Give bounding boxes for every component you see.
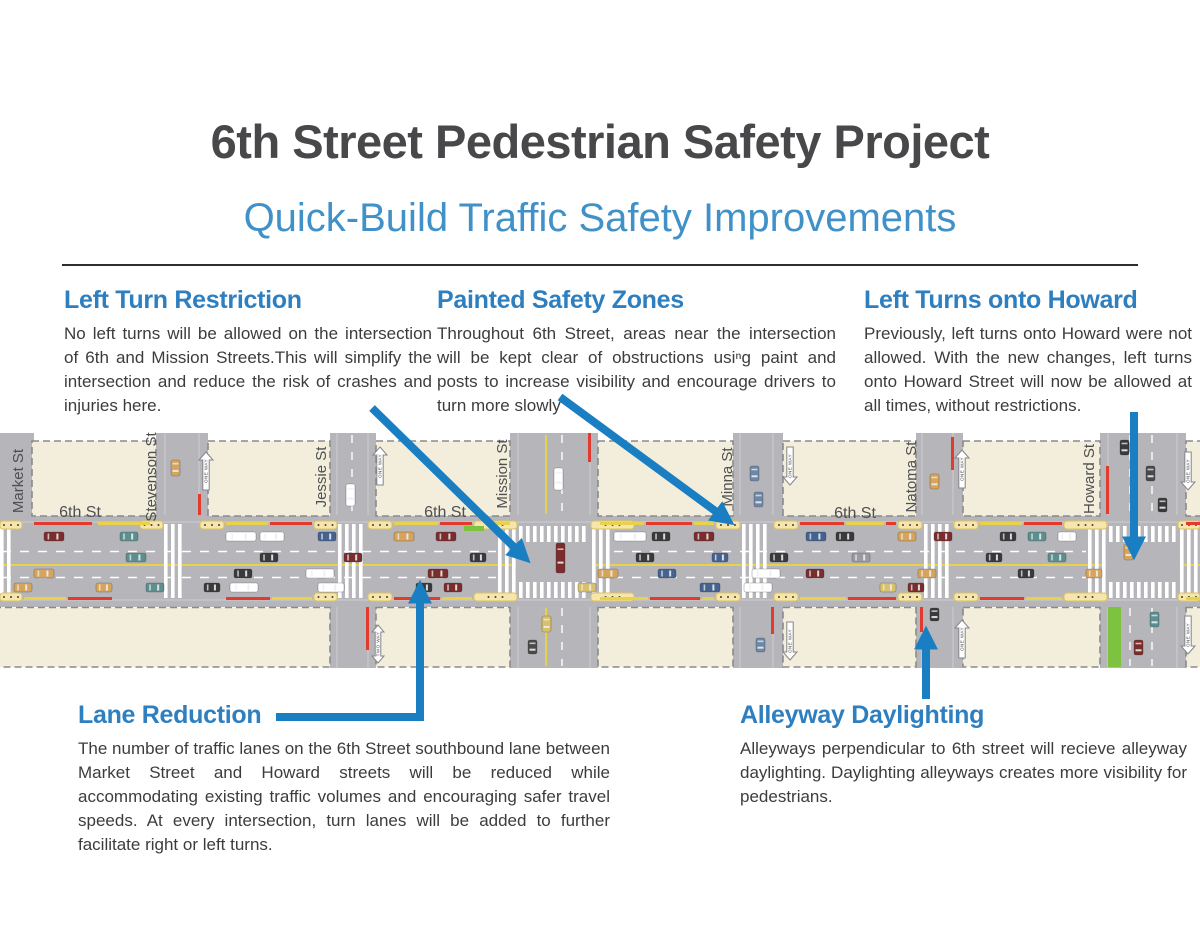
vehicle (318, 532, 336, 541)
vehicle (852, 553, 870, 562)
crosswalk-stripe (924, 524, 928, 598)
vehicle (171, 460, 180, 476)
vehicle (1124, 544, 1133, 560)
street-label: Market St (10, 448, 27, 514)
vehicle (428, 569, 448, 578)
vehicle (744, 583, 772, 592)
vehicle (44, 532, 64, 541)
crosswalk-stripe (164, 524, 168, 598)
city-block (376, 608, 510, 668)
section-alleyway-daylighting (740, 701, 1187, 809)
crosswalk-stripe (519, 582, 523, 598)
street-label: Jessie St (313, 446, 330, 508)
crosswalk-stripe (498, 524, 502, 598)
crosswalk-stripe (1158, 582, 1162, 598)
crosswalk-stripe (1137, 582, 1141, 598)
crosswalk-stripe (540, 526, 544, 542)
vehicle (578, 583, 596, 592)
crosswalk-stripe (1151, 582, 1155, 598)
crosswalk-stripe (1180, 524, 1184, 598)
crosswalk-stripe (561, 526, 565, 542)
crosswalk-stripe (540, 582, 544, 598)
vehicle (96, 583, 112, 592)
vehicle (554, 468, 563, 490)
crosswalk-stripe (1116, 582, 1120, 598)
vehicle (1028, 532, 1046, 541)
vehicle (880, 583, 896, 592)
city-block (598, 441, 733, 516)
vehicle (542, 616, 551, 632)
city-block (963, 441, 1100, 516)
crosswalk-stripe (1088, 524, 1092, 598)
crosswalk-stripe (547, 526, 551, 542)
crosswalk-stripe (1172, 582, 1176, 598)
crosswalk-stripe (561, 582, 565, 598)
section-left-turn-restriction (64, 286, 432, 418)
section-title: Lane Reduction (78, 701, 262, 729)
section-body: Alleyways perpendicular to 6th street will recieve alleyway daylighting. Daylighting alleyways creates more visibility for pedestrians. (740, 739, 1187, 806)
vehicle (652, 532, 670, 541)
street-label: Minna St (719, 447, 736, 507)
vehicle (436, 532, 456, 541)
crosswalk-stripe (1130, 526, 1134, 542)
svg-text:ONE WAY: ONE WAY (203, 459, 209, 483)
crosswalk-stripe (606, 524, 610, 598)
vehicle (146, 583, 164, 592)
vehicle (712, 553, 728, 562)
vehicle (556, 543, 565, 573)
vehicle (260, 553, 278, 562)
section-title: Left Turns onto Howard (864, 286, 1138, 314)
city-block (208, 441, 330, 516)
vehicle (444, 583, 462, 592)
green-lane (1108, 607, 1121, 667)
svg-text:ONE WAY: ONE WAY (959, 627, 965, 651)
section-title: Alleyway Daylighting (740, 701, 985, 729)
crosswalk-stripe (1123, 526, 1127, 542)
crosswalk-stripe (547, 582, 551, 598)
vehicle (226, 532, 256, 541)
vehicle (1158, 498, 1167, 512)
vehicle (230, 583, 258, 592)
street-label: Natoma St (903, 441, 920, 513)
vehicle (346, 484, 355, 506)
svg-text:TWO WAY: TWO WAY (375, 631, 381, 657)
street-label: Howard St (1081, 443, 1098, 515)
section-left-turns-onto-howard (864, 286, 1192, 418)
vehicle (14, 583, 32, 592)
vehicle (416, 583, 432, 592)
crosswalk-stripe (1116, 526, 1120, 542)
section-painted-safety-zones (437, 286, 836, 418)
crosswalk-stripe (582, 526, 586, 542)
section-body: No left turns will be allowed on the intersection of 6th and Mission Streets.This will simplify the intersection and reduce the risk of crashes and injuries here. (64, 324, 432, 415)
vehicle (344, 553, 362, 562)
vehicle (934, 532, 952, 541)
crosswalk-stripe (1194, 524, 1198, 598)
crosswalk-stripe (1158, 526, 1162, 542)
svg-text:ONE WAY: ONE WAY (787, 629, 793, 653)
svg-text:ONE WAY: ONE WAY (959, 457, 965, 481)
vehicle (836, 532, 854, 541)
crosswalk-stripe (1187, 524, 1191, 598)
vehicle (528, 640, 537, 654)
svg-text:ONE WAY: ONE WAY (787, 454, 793, 478)
street-label: 6th St (834, 505, 876, 522)
section-body: The number of traffic lanes on the 6th Street southbound lane between Market Street and Howard streets will be reduced while accommodating existing traffic volumes and encouraging safer travel speeds. At every intersection, turn lanes will be added to further facilitate right or left turns. (78, 739, 610, 854)
page-subtitle: Quick-Build Traffic Safety Improvements (243, 196, 957, 240)
crosswalk-stripe (526, 582, 530, 598)
crosswalk-stripe (178, 524, 182, 598)
crosswalk-stripe (1102, 524, 1106, 598)
city-block (0, 608, 330, 668)
vehicle (470, 553, 486, 562)
vehicle (234, 569, 252, 578)
vehicle (700, 583, 720, 592)
vehicle (1048, 553, 1066, 562)
vehicle (918, 569, 936, 578)
vehicle (318, 583, 344, 592)
page-title: 6th Street Pedestrian Safety Project (210, 115, 990, 168)
vehicle (1000, 532, 1016, 541)
vehicle (636, 553, 654, 562)
crosswalk-stripe (1172, 526, 1176, 542)
crosswalk-stripe (0, 524, 4, 598)
vehicle (34, 569, 54, 578)
vehicle (756, 638, 765, 652)
vehicle (754, 492, 763, 507)
street-label: 6th St (424, 504, 466, 521)
vehicle (752, 569, 780, 578)
svg-text:ONE WAY: ONE WAY (377, 454, 383, 478)
vehicle (1150, 612, 1159, 627)
crosswalk-stripe (599, 524, 603, 598)
crosswalk-stripe (1165, 582, 1169, 598)
crosswalk-stripe (1095, 524, 1099, 598)
street-label: 6th St (59, 504, 101, 521)
street-label: Mission St (494, 439, 511, 509)
vehicle (898, 532, 916, 541)
vehicle (1018, 569, 1034, 578)
section-body: Previously, left turns onto Howard were not allowed. With the new changes, left turns onto Howard Street will now be allowed at all times, without restrictions. (864, 324, 1192, 415)
crosswalk-stripe (568, 582, 572, 598)
crosswalk-stripe (519, 526, 523, 542)
crosswalk-stripe (1109, 582, 1113, 598)
section-title: Painted Safety Zones (437, 286, 684, 314)
green-lane (464, 526, 484, 531)
crosswalk-stripe (575, 526, 579, 542)
vehicle (908, 583, 924, 592)
vehicle (1086, 569, 1102, 578)
crosswalk-stripe (533, 526, 537, 542)
vehicle (694, 532, 714, 541)
crosswalk-stripe (1144, 582, 1148, 598)
crosswalk-stripe (505, 524, 509, 598)
vehicle (598, 569, 618, 578)
street-label: Stevenson St (143, 432, 160, 522)
section-title: Left Turn Restriction (64, 286, 302, 314)
section-lane-reduction (78, 701, 610, 857)
crosswalk-stripe (1151, 526, 1155, 542)
vehicle (658, 569, 676, 578)
crosswalk-stripe (512, 524, 516, 598)
crosswalk-stripe (568, 526, 572, 542)
crosswalk-stripe (533, 582, 537, 598)
svg-text:ONE WAY: ONE WAY (1185, 459, 1191, 483)
section-body: Throughout 6th Street, areas near the intersection will be kept clear of obstructions usiⁿg paint and posts to increase visibility and encourage drivers to turn more slowly (437, 324, 836, 415)
vehicle (260, 532, 284, 541)
crosswalk-stripe (1123, 582, 1127, 598)
crosswalk-stripe (1109, 526, 1113, 542)
vehicle (1120, 440, 1129, 455)
crosswalk-stripe (171, 524, 175, 598)
crosswalk-stripe (7, 524, 11, 598)
city-block (783, 608, 916, 668)
vehicle (806, 532, 826, 541)
crosswalk-stripe (1137, 526, 1141, 542)
vehicle (394, 532, 414, 541)
crosswalk-stripe (1130, 582, 1134, 598)
vehicle (120, 532, 138, 541)
crosswalk-stripe (554, 526, 558, 542)
vehicle (1058, 532, 1076, 541)
vehicle (204, 583, 220, 592)
vehicle (806, 569, 824, 578)
vehicle (306, 569, 334, 578)
crosswalk-stripe (526, 526, 530, 542)
city-block (963, 608, 1100, 668)
vehicle (770, 553, 788, 562)
vehicle (614, 532, 646, 541)
vehicle (930, 474, 939, 489)
vehicle (1146, 466, 1155, 481)
crosswalk-stripe (1165, 526, 1169, 542)
svg-text:ONE WAY: ONE WAY (1185, 623, 1191, 647)
vehicle (986, 553, 1002, 562)
vehicle (750, 466, 759, 481)
city-block (598, 608, 733, 668)
crosswalk-stripe (554, 582, 558, 598)
vehicle (126, 553, 146, 562)
vehicle (1134, 640, 1143, 655)
crosswalk-stripe (1144, 526, 1148, 542)
vehicle (930, 608, 939, 621)
